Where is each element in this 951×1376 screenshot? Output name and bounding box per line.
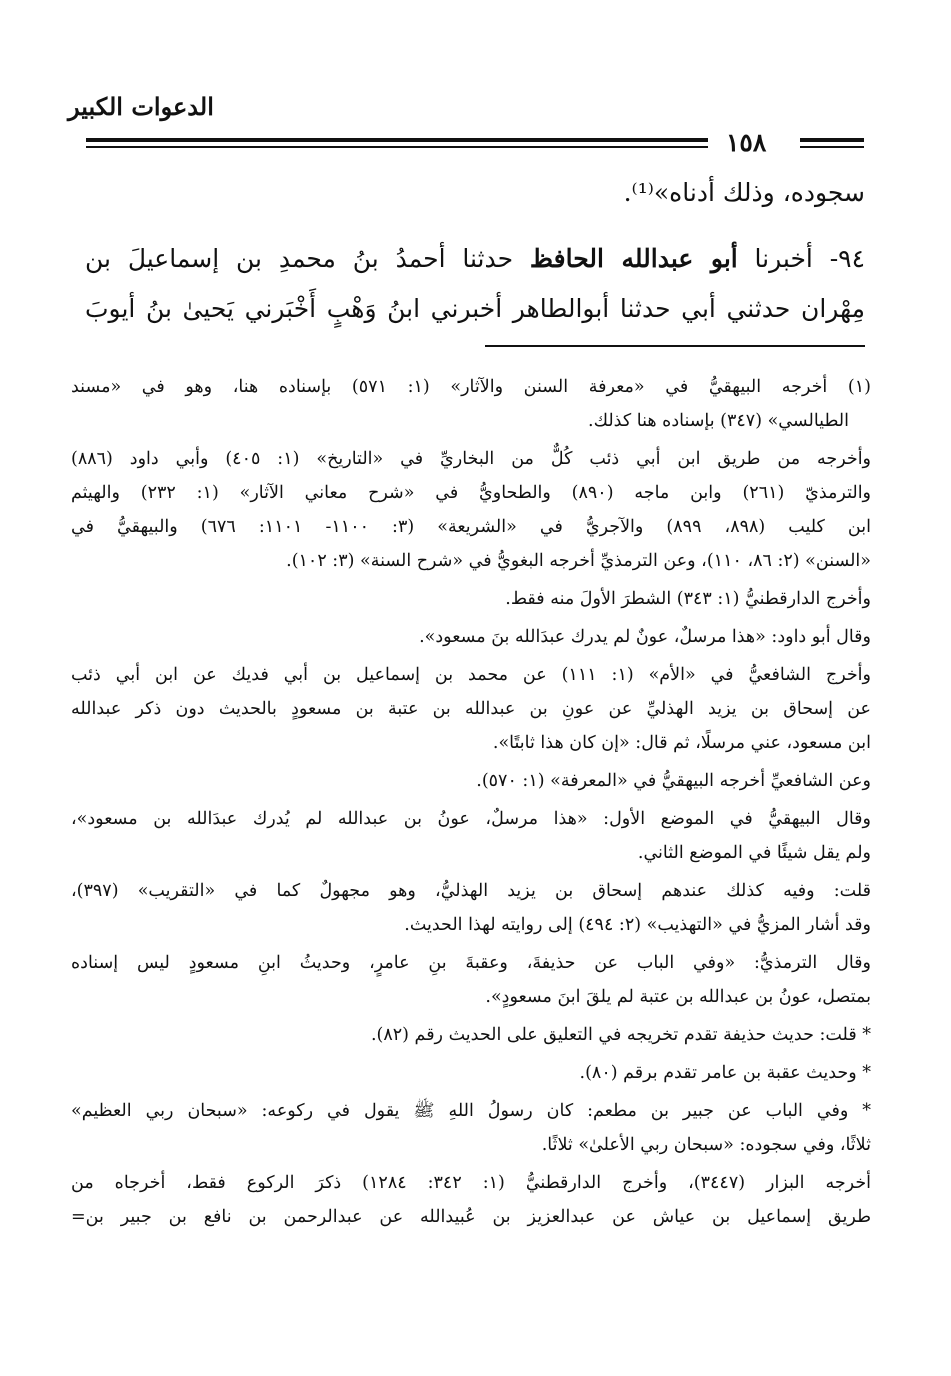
footnote-line: والترمذيّ (٢٦١) وابن ماجه (٨٩٠) والطحاويُّ في «شرح معاني الآثار» (١: ٢٣٢) والهيثم [71, 483, 871, 503]
footnote-line: * وفي الباب عن جبير بن مطعم: كان رسولُ اللهِ ﷺ يقول في ركوعه: «سبحان ربي العظيم» [71, 1101, 871, 1121]
page-number: ١٥٨ [726, 128, 767, 157]
footnote-line: عن إسحاق بن يزيد الهذليِّ عن عونِ بن عبدالله بن عتبة بن مسعودٍ بالحديث دون ذكر عبدالله [71, 699, 871, 719]
footnote-line: «السنن» (٢: ٨٦، ١١٠)، وعن الترمذيِّ أخرجه البغويُّ في «شرح السنة» (٣: ١٠٢). [286, 551, 871, 571]
footnote-line: وقد أشار المزيُّ في «التهذيب» (٢: ٤٩٤) إلى روايته لهذا الحديث. [404, 915, 871, 935]
main-text-line-1 [85, 178, 865, 207]
main-line-1-text: سجوده، وذلك أدناه»⁽¹⁾. [623, 178, 865, 207]
footnote-line: * قلت: حديث حذيفة تقدم تخريجه في التعليق على الحديث رقم (٨٢). [370, 1025, 871, 1045]
footnote-line: وأخرج الشافعيُّ في «الأم» (١: ١١١) عن محمد بن إسماعيل بن أبي فديك عن ابن أبي ذئب [71, 665, 871, 685]
footnote-line: طريق إسماعيل بن عياش عن عبدالعزيز بن عُبيدالله عن عبدالرحمن بن نافع بن جبير بن= [71, 1207, 871, 1227]
footnote-paragraph [71, 946, 871, 1014]
footnote-line: ولم يقل شيئًا في الموضع الثاني. [637, 843, 871, 863]
footnote-line: ابن كليب (٨٩٨، ٨٩٩) والآجريُّ في «الشريعة» (٣: ١١٠٠- ١١٠١: ٦٧٦) والبيهقيُّ في [71, 517, 871, 537]
footnote-line: وأخرج الدارقطنيُّ (١: ٣٤٣) الشطرَ الأولَ منه فقط. [505, 589, 871, 609]
footnote-line: (١) أخرجه البيهقيُّ في «معرفة السنن والآثار» (١: ٥٧١) بإسناده هنا، وهو في «مسند [71, 377, 871, 397]
footnote-paragraph [71, 620, 871, 654]
footnote-line: ابن مسعود، عني مرسلًا، ثم قال: «إن كان هذا ثابتًا». [492, 733, 871, 753]
isnad-continuation: حدثنا أحمدُ بنُ محمدِ بن إسماعيلَ بن [85, 244, 530, 273]
footnote-paragraph [71, 442, 871, 578]
footnote-paragraph [71, 1166, 871, 1234]
narrator-name-bold: أبو عبدالله الحافظ [529, 244, 738, 273]
running-header-title: الدعوات الكبير [68, 92, 214, 121]
footnote-line: وأخرجه من طريق ابن أبي ذئب كُلٌّ من البخاريِّ في «التاريخ» (١: ٤٠٥) وأبي داود (٨٨٦) [71, 449, 871, 469]
footnote-paragraph [71, 1094, 871, 1162]
footnote-paragraph [71, 582, 871, 616]
footnote-line: وقال أبو داود: «هذا مرسلٌ، عونٌ لم يدرك عبدَالله بنَ مسعود». [419, 627, 871, 647]
footnote-line: وعن الشافعيِّ أخرجه البيهقيُّ في «المعرفة» (١: ٥٧٠). [476, 771, 871, 791]
header-rule-left-thick [86, 138, 708, 142]
footnote-line: قلت: وفيه كذلك عندهم إسحاق بن يزيد الهذليُّ، وهو مجهولٌ كما في «التقريب» (٣٩٧)، [71, 881, 871, 901]
footnote-line: الطيالسي» (٣٤٧) بإسناده هنا كذلك. [588, 411, 849, 431]
footnote-paragraph [71, 1018, 871, 1052]
main-line-3-text: مِهْران حدثني أبي حدثنا أبوالطاهر أخبرني ابنُ وَهْبٍ أَخْبَرني يَحيىٰ بنُ أيوبَ [85, 294, 865, 323]
footnote-paragraph [71, 802, 871, 870]
footnote-line: وقال الترمذيُّ: «وفي الباب عن حذيفةَ، وعقبةَ بنِ عامرٍ، وحديثُ ابنِ مسعودٍ ليس إسناده [71, 953, 871, 973]
footnote-line: وقال البيهقيُّ في الموضع الأول: «هذا مرسلٌ، عونُ بن عبدالله لم يُدرك عبدَالله بن مسعود»، [71, 809, 871, 829]
footnote-line: ثلاثًا، وفي سجوده: «سبحان ربي الأعلىٰ» ثلاثًا. [541, 1135, 871, 1155]
header-rule-right-thin [800, 146, 864, 148]
footnote-paragraph [71, 764, 871, 798]
main-text-line-3 [85, 294, 865, 323]
main-text-line-2 [85, 244, 865, 273]
header-rule-right-thick [800, 138, 864, 142]
footnotes-block [71, 370, 871, 1238]
header-rule-left-thin [86, 146, 708, 148]
footnote-paragraph [71, 370, 871, 438]
footnote-line: أخرجه البزار (٣٤٤٧)، وأخرج الدارقطنيُّ (١: ٣٤٢: ١٢٨٤) ذكرَ الركوع فقط، أخرجاه من [71, 1173, 871, 1193]
hadith-number-and-opening: ٩٤- أخبرنا [737, 244, 866, 273]
footnote-paragraph [71, 1056, 871, 1090]
footnote-line: * وحديث عقبة بن عامر تقدم برقم (٨٠). [579, 1063, 871, 1083]
footnote-paragraph [71, 874, 871, 942]
footnote-line: بمتصل، عونُ بن عبدالله بن عتبة لم يلقَ ابنَ مسعودٍ». [485, 987, 871, 1007]
footnote-separator [485, 345, 865, 347]
footnote-paragraph [71, 658, 871, 760]
